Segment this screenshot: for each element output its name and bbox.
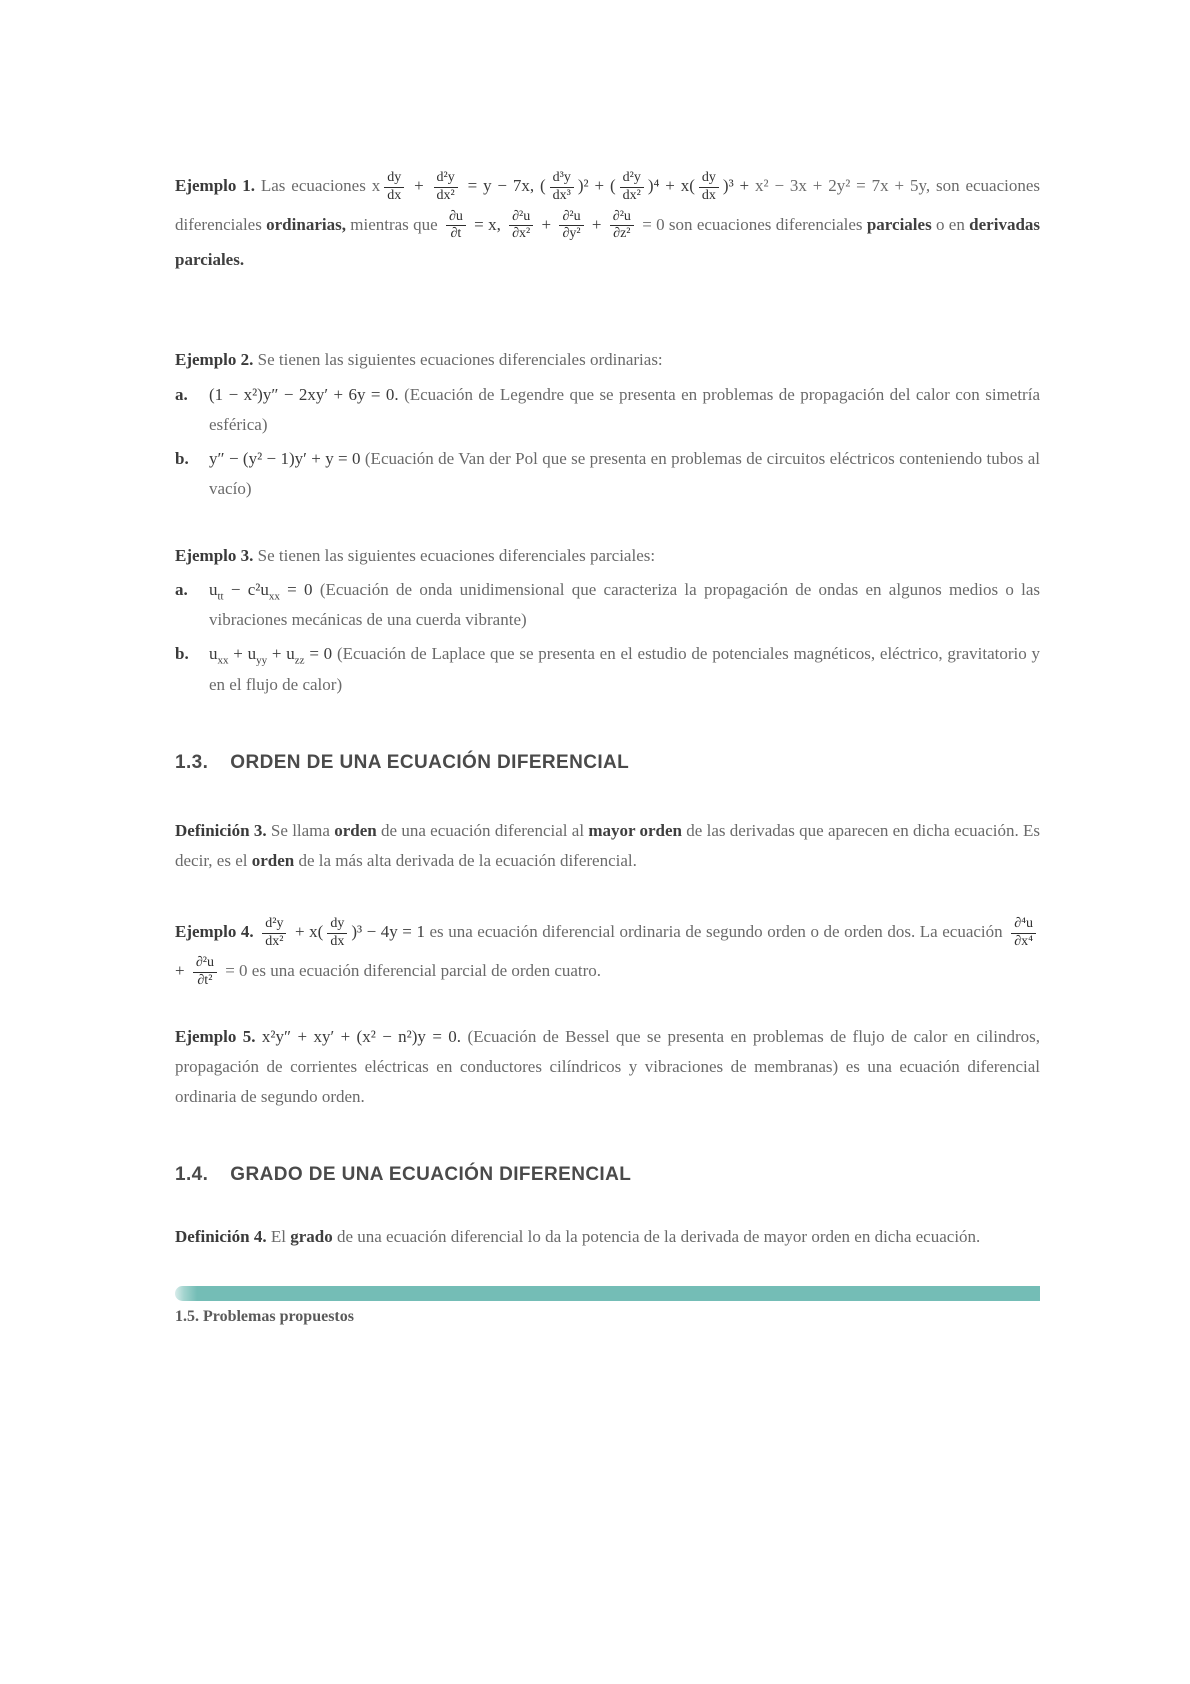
- text-run: (Ecuación de onda unidimensional que caracteriza la propagación de ondas en algunos medios o las vibraciones mecánicas de una cuerda vibrante): [209, 579, 1040, 630]
- example-3-label: Ejemplo 3.: [175, 545, 254, 565]
- text-run: de una ecuación diferencial al: [376, 820, 589, 840]
- text-run: (Ecuación de Legendre que se presenta en problemas de propagación del calor con simetría esférica): [209, 384, 1040, 434]
- text-run: (Ecuación de Laplace que se presenta en el estudio de potenciales magnéticos, eléctrico, gravitatorio y en el flujo de calor): [209, 644, 1041, 694]
- footer-teal-rule: [175, 1286, 1040, 1301]
- text-run: o en: [931, 214, 970, 234]
- text-run: = 0 es una ecuación diferencial parcial de orden cuatro.: [220, 961, 602, 981]
- text-run: [254, 923, 259, 942]
- example-2-label: Ejemplo 2.: [175, 350, 254, 370]
- bold-run: orden: [334, 820, 377, 840]
- text-run: Se tienen las siguientes ecuaciones diferenciales parciales:: [253, 545, 656, 565]
- example-5-paragraph: [175, 1022, 1040, 1113]
- list-item-b: [175, 444, 1040, 505]
- equation-run: = x,: [469, 214, 506, 234]
- equation-run: = y − 7x, (: [461, 176, 546, 196]
- bold-run: mayor orden: [588, 820, 683, 840]
- equation-run: (1 − x²)y″ − 2xy′ + 6y = 0.: [209, 384, 399, 404]
- example-1-label: Ejemplo 1.: [175, 176, 255, 196]
- definition-3-label: Definición 3.: [175, 820, 267, 840]
- item-b-marker: b.: [175, 449, 189, 469]
- text-run: (Ecuación de Bessel que se presenta en problemas de flujo de calor en cilindros, propagación de corrientes eléctricas en conductores cilíndricos y vibraciones de membranas) es una ecuación diferencial ordinaria de segundo orden.: [175, 1026, 1041, 1107]
- equation-run: $u_{xx} + u_{yy} + u_{zz} = 0$: [209, 644, 333, 667]
- item-b-body: [209, 444, 1040, 505]
- equation-run: +: [408, 176, 430, 196]
- item-a-body: [209, 575, 1040, 636]
- section-number: 1.3.: [175, 751, 209, 773]
- example-5-label: Ejemplo 5.: [175, 1026, 256, 1046]
- equation-run: )³ +: [722, 176, 750, 196]
- fraction: $\frac{dy}{dx}$: [327, 916, 347, 951]
- equation-run: + x(: [290, 922, 324, 942]
- section-heading-degree: [175, 1164, 1040, 1186]
- footer-section-label: 1.5. Problemas propuestos: [175, 1307, 354, 1325]
- equation-run: +: [175, 961, 189, 981]
- fraction: $\frac{\text{∂⁴u}}{\text{∂x⁴}}$: [1011, 916, 1036, 951]
- definition-4-label: Definición 4.: [175, 1227, 267, 1247]
- equation-run: y″ − (y² − 1)y′ + y = 0: [209, 449, 361, 469]
- section-heading-order: [175, 752, 1040, 774]
- fraction: $\frac{\text{d²y}}{\text{dx²}}$: [434, 170, 458, 205]
- item-b-marker: b.: [175, 644, 189, 664]
- text-run: mientras que: [345, 214, 442, 234]
- text-run: El: [266, 1227, 291, 1247]
- text-run: de las derivadas que aparecen en dicha ecuación. Es decir, es el: [175, 820, 1041, 871]
- text-run: x² − 3x + 2y² = 7x + 5y, son ecuaciones diferenciales: [175, 176, 1041, 234]
- list-item-a: [175, 380, 1040, 441]
- text-run: de la más alta derivada de la ecuación diferencial.: [294, 851, 637, 871]
- fraction: $\frac{\text{∂²u}}{\text{∂t²}}$: [193, 955, 217, 990]
- fraction: $\frac{\text{d²y}}{\text{dx²}}$: [620, 170, 644, 205]
- text-run: = 0 son ecuaciones diferenciales: [637, 214, 867, 234]
- bold-run: ordinarias,: [266, 214, 346, 234]
- equation-run: )³ − 4y = 1: [351, 922, 425, 942]
- fraction: $\frac{\text{d²y}}{\text{dx²}}$: [262, 916, 286, 951]
- item-b-body: [209, 639, 1040, 700]
- fraction: $\frac{\text{∂²u}}{\text{∂x²}}$: [509, 209, 533, 244]
- equation-run: x²y″ + xy′ + (x² − n²)y = 0.: [261, 1026, 462, 1046]
- example-2-intro: [175, 345, 1040, 375]
- example-3-block: [175, 541, 1040, 700]
- item-a-marker: a.: [175, 579, 188, 599]
- equation-run: +: [587, 214, 606, 234]
- fraction: $\frac{\text{∂²u}}{\text{∂y²}}$: [559, 209, 583, 244]
- item-a-marker: a.: [175, 384, 188, 404]
- bold-run: grado: [290, 1227, 333, 1247]
- equation-run: )² + (: [577, 176, 616, 196]
- section-number: 1.4.: [175, 1164, 209, 1186]
- text-run: Las ecuaciones x: [255, 176, 381, 196]
- example-4-paragraph: [175, 914, 1040, 991]
- example-4-label: Ejemplo 4.: [175, 922, 254, 942]
- list-item-b: [175, 639, 1040, 700]
- text-run: Se llama: [266, 820, 335, 840]
- fraction: $\frac{\text{d³y}}{\text{dx³}}$: [550, 170, 574, 205]
- bold-run: derivadas parciales.: [175, 214, 1041, 270]
- bold-run: parciales: [866, 214, 932, 234]
- fraction: $\frac{dy}{dx}$: [384, 170, 404, 205]
- text-run: (Ecuación de Van der Pol que se presenta en problemas de circuitos eléctricos conteniendo tubos al vacío): [209, 449, 1040, 499]
- section-title: ORDEN DE UNA ECUACIÓN DIFERENCIAL: [230, 751, 630, 773]
- definition-4-paragraph: [175, 1222, 1040, 1252]
- fraction: $\frac{\partial u}{\partial t}$: [446, 209, 466, 244]
- fraction: $\frac{\text{∂²u}}{\text{∂z²}}$: [610, 209, 634, 244]
- definition-3-paragraph: [175, 816, 1040, 877]
- example-2-block: [175, 345, 1040, 504]
- section-title: GRADO DE UNA ECUACIÓN DIFERENCIAL: [230, 1164, 632, 1186]
- list-item-a: [175, 575, 1040, 636]
- bold-run: orden: [251, 851, 295, 871]
- fraction: $\frac{dy}{dx}$: [699, 170, 719, 205]
- equation-run: )⁴ + x(: [647, 176, 695, 196]
- equation-run: $u_{tt} - c^2u_{xx} = 0$: [209, 579, 313, 603]
- item-a-body: [209, 380, 1040, 441]
- text-run: de una ecuación diferencial lo da la potencia de la derivada de mayor orden en dicha ecuación.: [332, 1227, 981, 1247]
- text-run: Se tienen las siguientes ecuaciones diferenciales ordinarias:: [253, 350, 663, 370]
- equation-run: +: [537, 214, 556, 234]
- text-run: es una ecuación diferencial ordinaria de segundo orden o de orden dos. La ecuación: [424, 922, 1008, 942]
- example-1-paragraph: [175, 168, 1040, 275]
- example-3-intro: [175, 541, 1040, 571]
